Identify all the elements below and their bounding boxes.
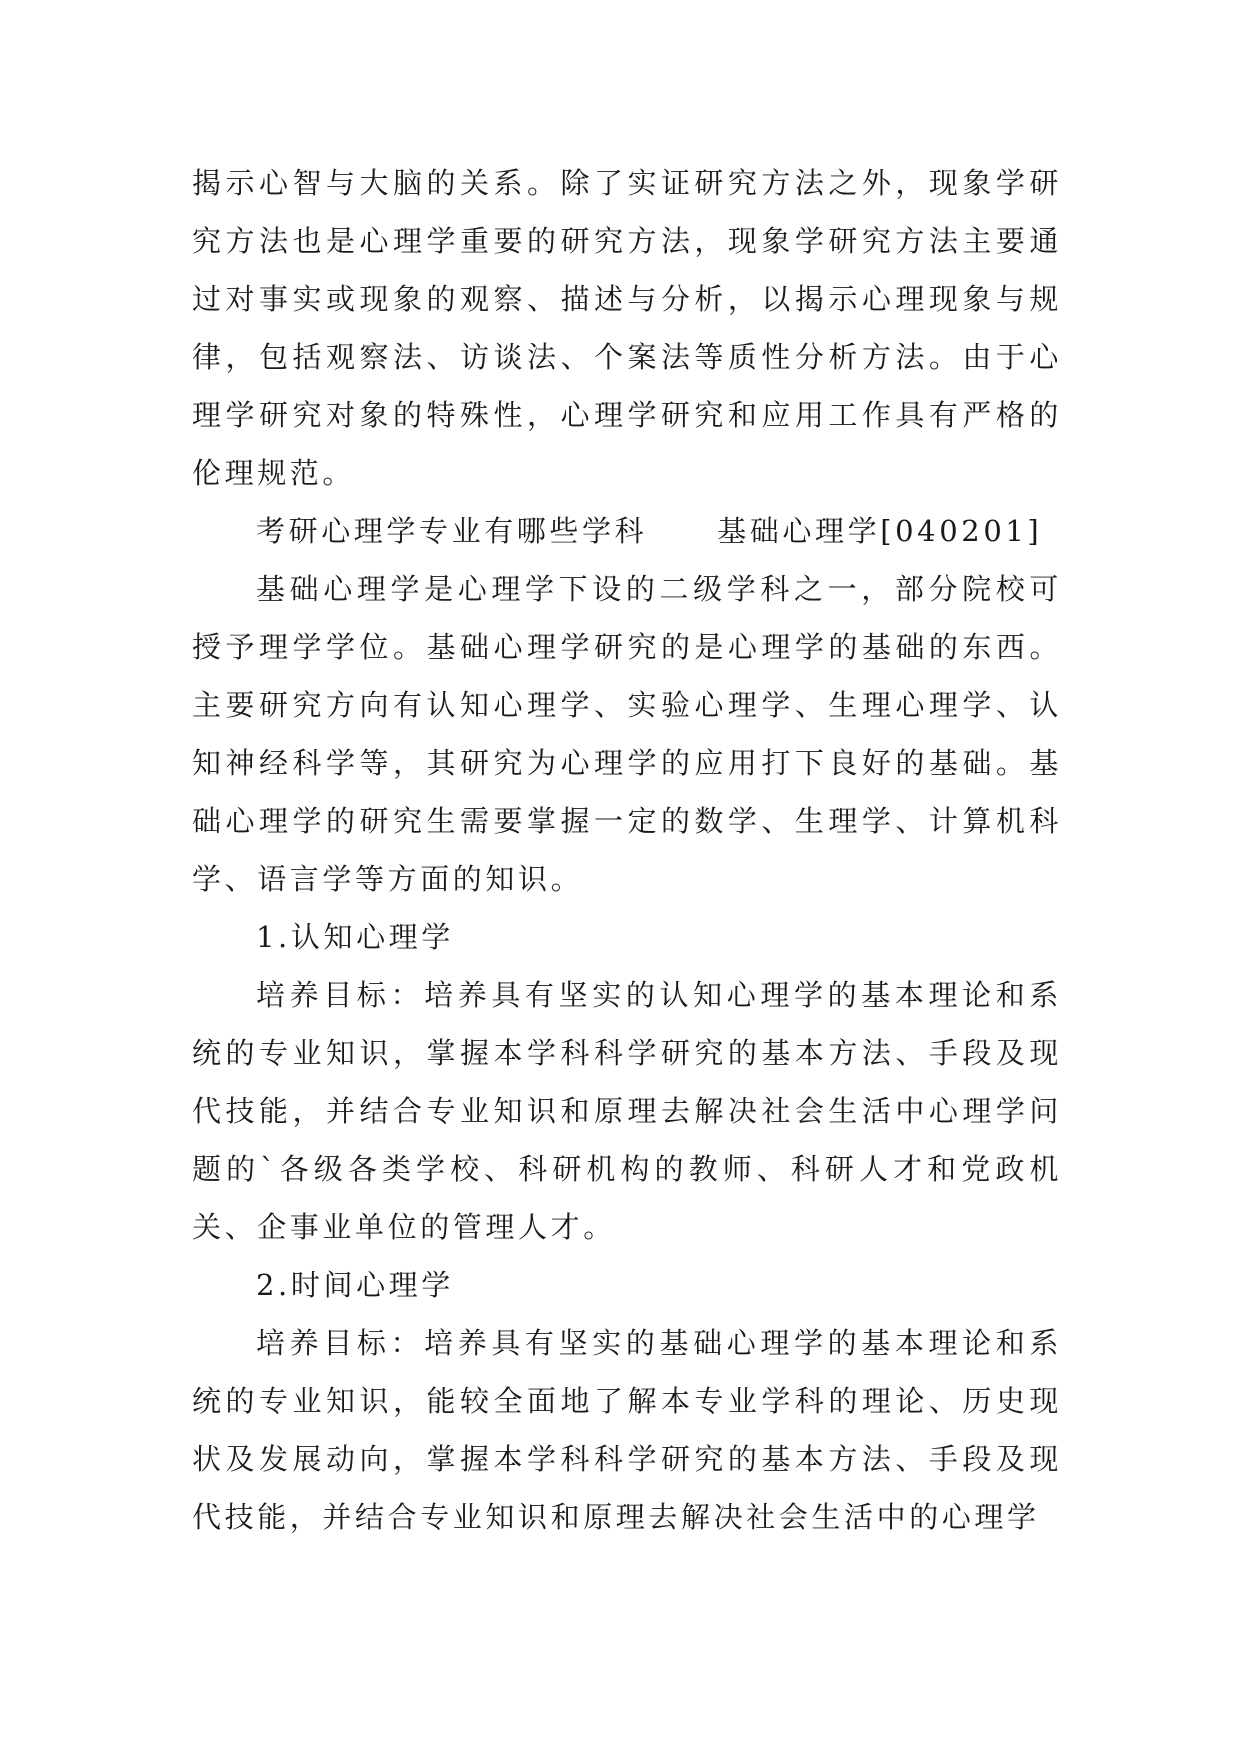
item-1-goal-paragraph: 培养目标：培养具有坚实的认知心理学的基本理论和系统的专业知识，掌握本学科科学研究的基本方法、手段及现代技能，并结合专业知识和原理去解决社会生活中心理学问题的`各级各类学校、科研机构的教师、科研人才和党政机关、企事业单位的管理人才。 <box>192 978 1062 1244</box>
document-page <box>192 154 1062 1546</box>
intro-paragraph: 揭示心智与大脑的关系。除了实证研究方法之外，现象学研究方法也是心理学重要的研究方法，现象学研究方法主要通过对事实或现象的观察、描述与分析，以揭示心理现象与规律，包括观察法、访谈法、个案法等质性分析方法。由于心理学研究对象的特殊性，心理学研究和应用工作具有严格的伦理规范。 <box>192 166 1062 490</box>
subject-heading-question: 考研心理学专业有哪些学科 <box>256 514 648 548</box>
subject-heading-code: 基础心理学[040201] <box>717 514 1043 548</box>
item-2-goal-paragraph: 培养目标：培养具有坚实的基础心理学的基本理论和系统的专业知识，能较全面地了解本专业学科的理论、历史现状及发展动向，掌握本学科科学研究的基本方法、手段及现代技能，并结合专业知识和原理去解决社会生活中的心理学 <box>192 1326 1062 1534</box>
subject-heading-line <box>192 502 1062 560</box>
basic-psychology-paragraph: 基础心理学是心理学下设的二级学科之一，部分院校可授予理学学位。基础心理学研究的是心理学的基础的东西。主要研究方向有认知心理学、实验心理学、生理心理学、认知神经科学等，其研究为心理学的应用打下良好的基础。基础心理学的研究生需要掌握一定的数学、生理学、计算机科学、语言学等方面的知识。 <box>192 572 1062 896</box>
item-1-title: 1.认知心理学 <box>256 920 454 954</box>
item-2-title: 2.时间心理学 <box>256 1268 454 1302</box>
